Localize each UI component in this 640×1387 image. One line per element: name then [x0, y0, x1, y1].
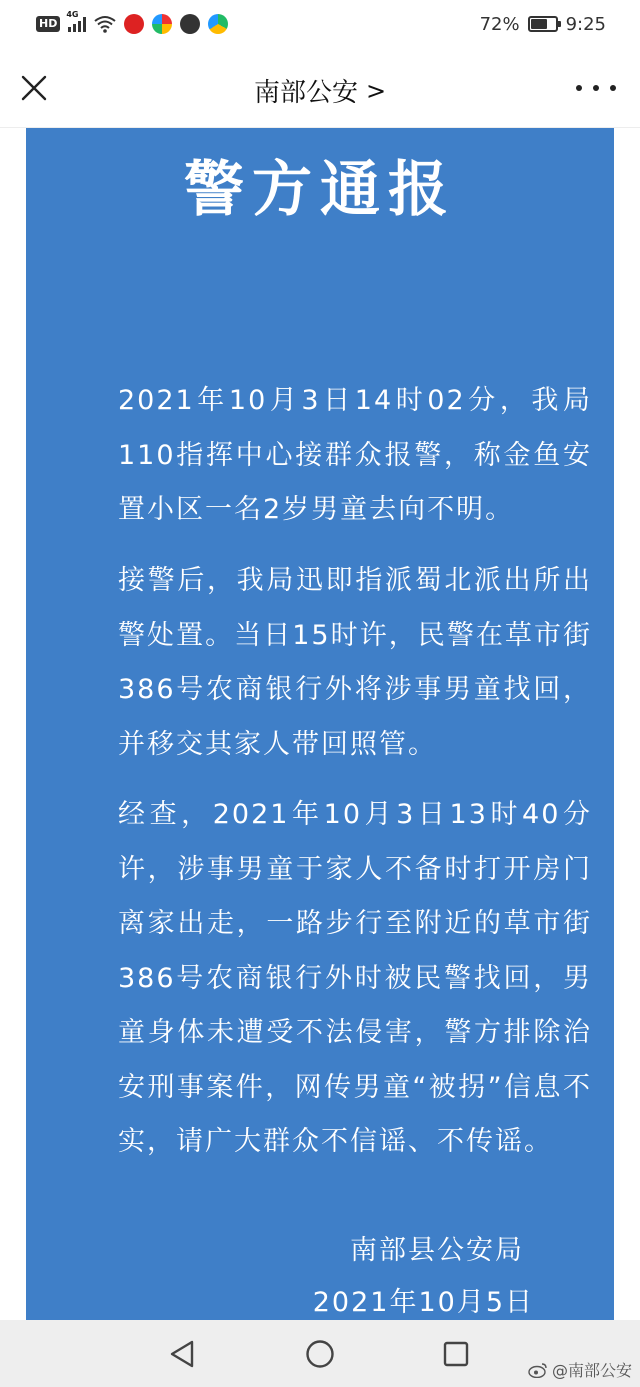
hd-icon: HD: [36, 16, 60, 32]
signal-icon: [66, 10, 86, 32]
page-title: 南部公安: [253, 78, 358, 108]
app-icon-colorful: [152, 14, 172, 34]
more-dot: [576, 85, 582, 91]
battery-percent: 72%: [479, 13, 520, 35]
home-circle-icon: [305, 1339, 335, 1369]
app-icon-red: [124, 14, 144, 34]
recents-button[interactable]: [440, 1338, 472, 1370]
top-nav-bar: [0, 48, 640, 128]
chevron-right-icon: >: [365, 76, 387, 105]
status-bar: [0, 0, 640, 48]
wifi-icon: [94, 15, 116, 33]
notice-paragraph-3: 经查，2021年10月3日13时40分许，涉事男童于家人不备时打开房门离家出走，一路步行至附近的草市街386号农商银行外时被民警找回，男童身体未遭受不法侵害，警方排除治安刑事案件，网传男童“被拐”信息不实，请广大群众不信谣、不传谣。: [118, 799, 592, 1157]
battery-icon: [528, 16, 558, 32]
home-button[interactable]: [304, 1338, 336, 1370]
notice-title: 警方通报: [184, 155, 456, 225]
weibo-watermark: [528, 1358, 632, 1381]
police-notice: [26, 128, 614, 1320]
notice-paragraph-2: 接警后，我局迅即指派蜀北派出所出警处置。当日15时许，民警在草市街386号农商银行外将涉事男童找回，并移交其家人带回照管。: [118, 565, 592, 760]
recents-square-icon: [442, 1340, 470, 1368]
clock: 9:25: [565, 13, 606, 35]
account-title-link[interactable]: [0, 72, 640, 109]
app-icon-dark: [180, 14, 200, 34]
status-left: [36, 12, 228, 36]
app-icon-colorful-2: [208, 14, 228, 34]
weibo-logo-icon: [528, 1362, 548, 1378]
watermark-text: @南部公安: [551, 1361, 632, 1380]
notice-date: 2021年10月5日: [312, 1287, 534, 1318]
more-button[interactable]: [576, 74, 616, 102]
notice-signature: 南部县公安局: [350, 1235, 524, 1266]
more-dot: [610, 85, 616, 91]
status-right: [480, 12, 606, 36]
network-type-label: 4G: [66, 10, 79, 19]
back-triangle-icon: [168, 1339, 196, 1369]
back-button[interactable]: [166, 1338, 198, 1370]
notice-paragraph-1: 2021年10月3日14时02分，我局110指挥中心接群众报警，称金鱼安置小区一名2岁男童去向不明。: [118, 385, 592, 525]
more-dot: [593, 85, 599, 91]
battery-fill: [531, 19, 548, 29]
